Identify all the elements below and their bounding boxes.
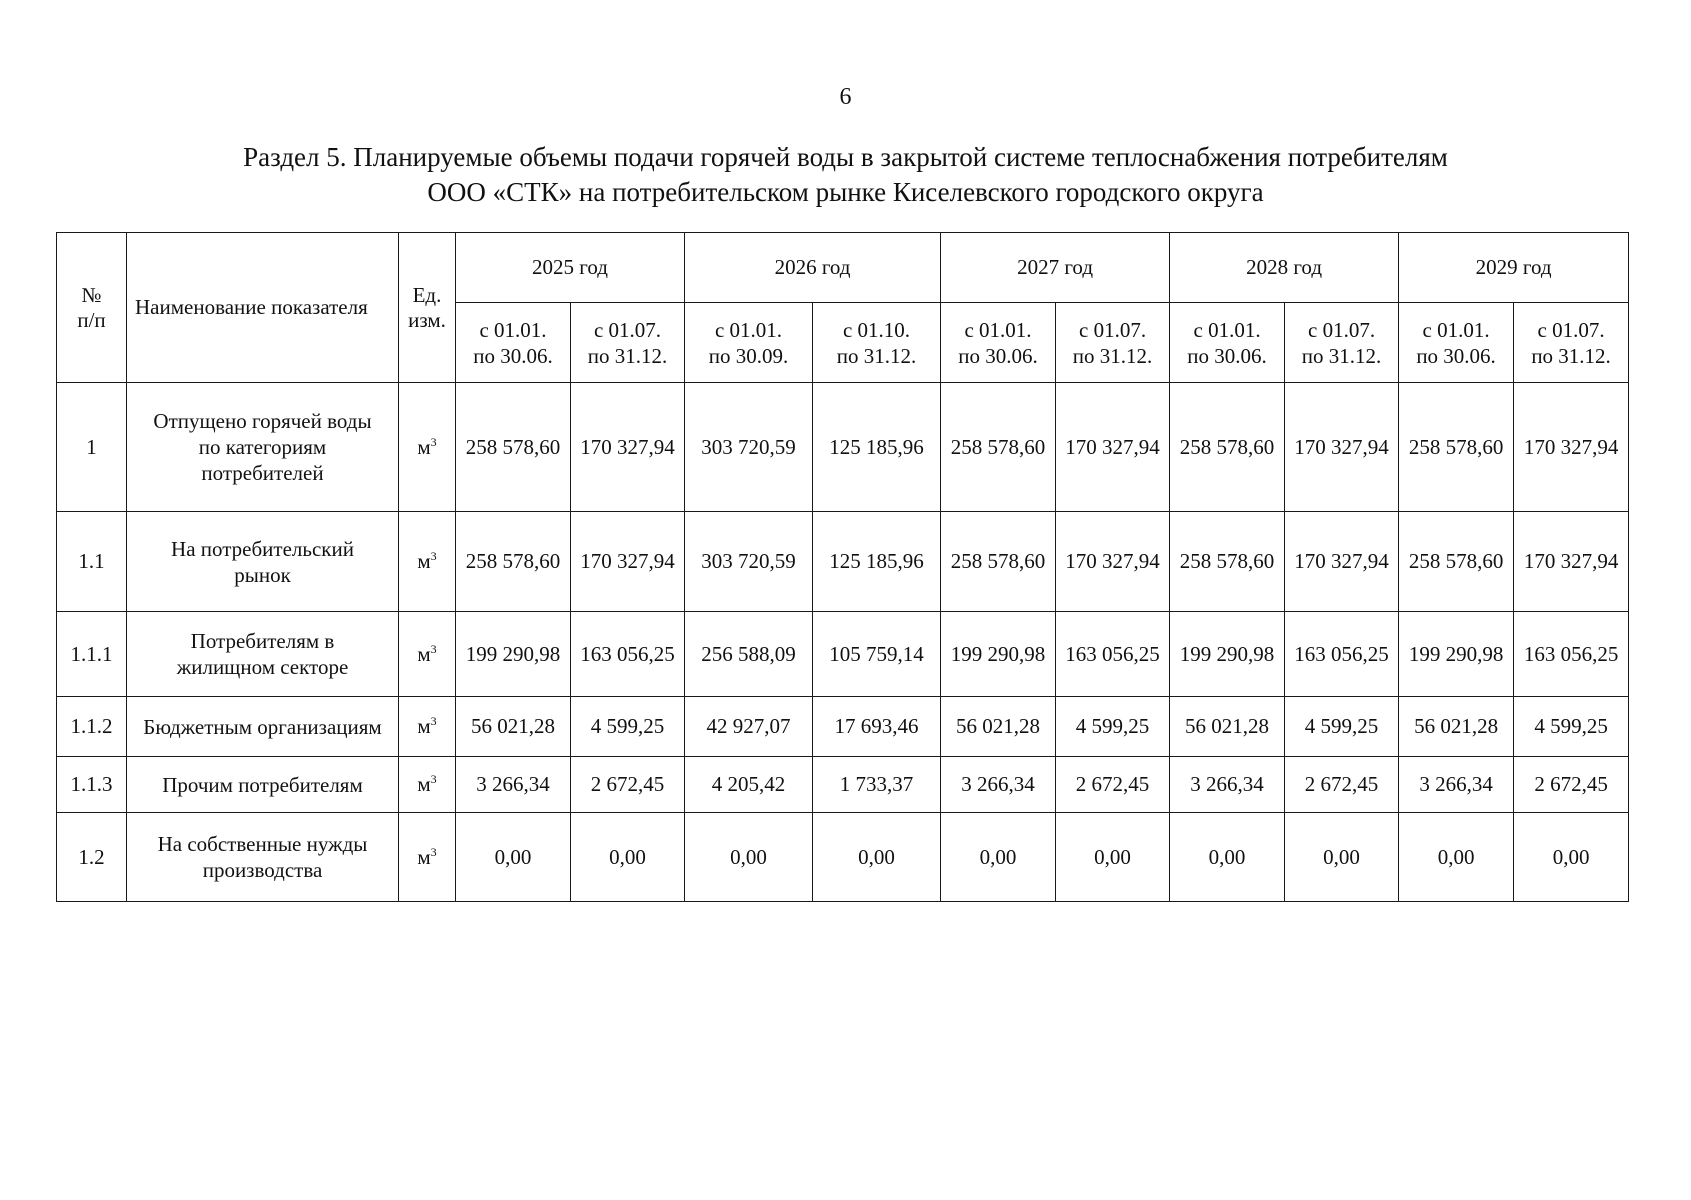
value-cell: 42 927,07	[685, 697, 813, 757]
value-cell: 4 599,25	[1285, 697, 1399, 757]
value-cell: 56 021,28	[456, 697, 571, 757]
value-cell: 4 599,25	[571, 697, 685, 757]
value-cell: 170 327,94	[1056, 383, 1170, 512]
table-row	[57, 757, 1629, 813]
table-row	[57, 512, 1629, 612]
value-cell: 2 672,45	[1285, 757, 1399, 813]
row-unit: $м^3$	[399, 757, 456, 813]
row-indicator-name: На потребительский рынок	[127, 512, 399, 612]
value-cell: 3 266,34	[941, 757, 1056, 813]
value-cell: 258 578,60	[941, 512, 1056, 612]
document-title	[0, 140, 1691, 210]
value-cell: 105 759,14	[813, 612, 941, 697]
value-cell: 258 578,60	[456, 512, 571, 612]
value-cell: 258 578,60	[1399, 383, 1514, 512]
value-cell: 0,00	[456, 813, 571, 902]
value-cell: 258 578,60	[1399, 512, 1514, 612]
header-year-2027: 2027 год	[941, 233, 1170, 303]
value-cell: 163 056,25	[1514, 612, 1629, 697]
value-cell: 163 056,25	[571, 612, 685, 697]
value-cell: 258 578,60	[1170, 512, 1285, 612]
row-unit: $м^3$	[399, 697, 456, 757]
row-indicator-name: На собственные нужды производства	[127, 813, 399, 902]
row-unit: $м^3$	[399, 512, 456, 612]
header-period: с 01.07. по 31.12.	[571, 303, 685, 383]
row-indicator-name: Потребителям в жилищном секторе	[127, 612, 399, 697]
value-cell: 4 599,25	[1056, 697, 1170, 757]
table-row	[57, 383, 1629, 512]
row-unit: $м^3$	[399, 383, 456, 512]
row-number: 1.1.2	[57, 697, 127, 757]
value-cell: 125 185,96	[813, 383, 941, 512]
value-cell: 1 733,37	[813, 757, 941, 813]
row-number: 1.2	[57, 813, 127, 902]
value-cell: 0,00	[813, 813, 941, 902]
value-cell: 199 290,98	[1170, 612, 1285, 697]
header-unit: Ед. изм.	[399, 233, 456, 383]
value-cell: 258 578,60	[1170, 383, 1285, 512]
header-year-2029: 2029 год	[1399, 233, 1629, 303]
value-cell: 0,00	[571, 813, 685, 902]
value-cell: 125 185,96	[813, 512, 941, 612]
value-cell: 3 266,34	[1399, 757, 1514, 813]
header-year-2025: 2025 год	[456, 233, 685, 303]
value-cell: 170 327,94	[1285, 383, 1399, 512]
row-number: 1.1.1	[57, 612, 127, 697]
table-row	[57, 813, 1629, 902]
title-line-1: Раздел 5. Планируемые объемы подачи горячей воды в закрытой системе теплоснабжения потребителям	[243, 142, 1448, 172]
header-period: с 01.01. по 30.09.	[685, 303, 813, 383]
header-year-2028: 2028 год	[1170, 233, 1399, 303]
value-cell: 170 327,94	[1514, 512, 1629, 612]
header-year-2026: 2026 год	[685, 233, 941, 303]
value-cell: 0,00	[685, 813, 813, 902]
header-period: с 01.10. по 31.12.	[813, 303, 941, 383]
value-cell: 17 693,46	[813, 697, 941, 757]
value-cell: 199 290,98	[456, 612, 571, 697]
value-cell: 170 327,94	[1514, 383, 1629, 512]
value-cell: 0,00	[1285, 813, 1399, 902]
value-cell: 163 056,25	[1285, 612, 1399, 697]
value-cell: 170 327,94	[571, 512, 685, 612]
value-cell: 4 599,25	[1514, 697, 1629, 757]
value-cell: 2 672,45	[571, 757, 685, 813]
value-cell: 0,00	[1056, 813, 1170, 902]
header-period: с 01.01. по 30.06.	[941, 303, 1056, 383]
value-cell: 256 588,09	[685, 612, 813, 697]
value-cell: 170 327,94	[1056, 512, 1170, 612]
header-period: с 01.01. по 30.06.	[1399, 303, 1514, 383]
row-unit: $м^3$	[399, 612, 456, 697]
table-body	[57, 383, 1629, 902]
value-cell: 303 720,59	[685, 512, 813, 612]
page-number: 6	[839, 84, 852, 110]
value-cell: 0,00	[1170, 813, 1285, 902]
value-cell: 3 266,34	[456, 757, 571, 813]
value-cell: 163 056,25	[1056, 612, 1170, 697]
value-cell: 170 327,94	[1285, 512, 1399, 612]
value-cell: 2 672,45	[1514, 757, 1629, 813]
header-period: с 01.07. по 31.12.	[1514, 303, 1629, 383]
row-number: 1	[57, 383, 127, 512]
row-number: 1.1	[57, 512, 127, 612]
value-cell: 2 672,45	[1056, 757, 1170, 813]
value-cell: 4 205,42	[685, 757, 813, 813]
value-cell: 0,00	[941, 813, 1056, 902]
value-cell: 0,00	[1514, 813, 1629, 902]
header-row-years	[57, 233, 1629, 303]
value-cell: 170 327,94	[571, 383, 685, 512]
row-indicator-name: Прочим потребителям	[127, 757, 399, 813]
header-number: № п/п	[57, 233, 127, 383]
hot-water-volumes-table	[56, 232, 1629, 902]
header-period: с 01.07. по 31.12.	[1285, 303, 1399, 383]
header-period: с 01.07. по 31.12.	[1056, 303, 1170, 383]
value-cell: 56 021,28	[1170, 697, 1285, 757]
value-cell: 258 578,60	[456, 383, 571, 512]
row-indicator-name: Отпущено горячей воды по категориям потребителей	[127, 383, 399, 512]
value-cell: 56 021,28	[1399, 697, 1514, 757]
header-period: с 01.01. по 30.06.	[456, 303, 571, 383]
title-line-2: ООО «СТК» на потребительском рынке Киселевского городского округа	[427, 177, 1264, 207]
table-row	[57, 697, 1629, 757]
row-indicator-name: Бюджетным организациям	[127, 697, 399, 757]
row-number: 1.1.3	[57, 757, 127, 813]
value-cell: 199 290,98	[941, 612, 1056, 697]
header-indicator-name: Наименование показателя	[127, 233, 399, 383]
value-cell: 303 720,59	[685, 383, 813, 512]
value-cell: 3 266,34	[1170, 757, 1285, 813]
header-period: с 01.01. по 30.06.	[1170, 303, 1285, 383]
value-cell: 56 021,28	[941, 697, 1056, 757]
value-cell: 258 578,60	[941, 383, 1056, 512]
value-cell: 199 290,98	[1399, 612, 1514, 697]
row-unit: $м^3$	[399, 813, 456, 902]
table-row	[57, 612, 1629, 697]
value-cell: 0,00	[1399, 813, 1514, 902]
